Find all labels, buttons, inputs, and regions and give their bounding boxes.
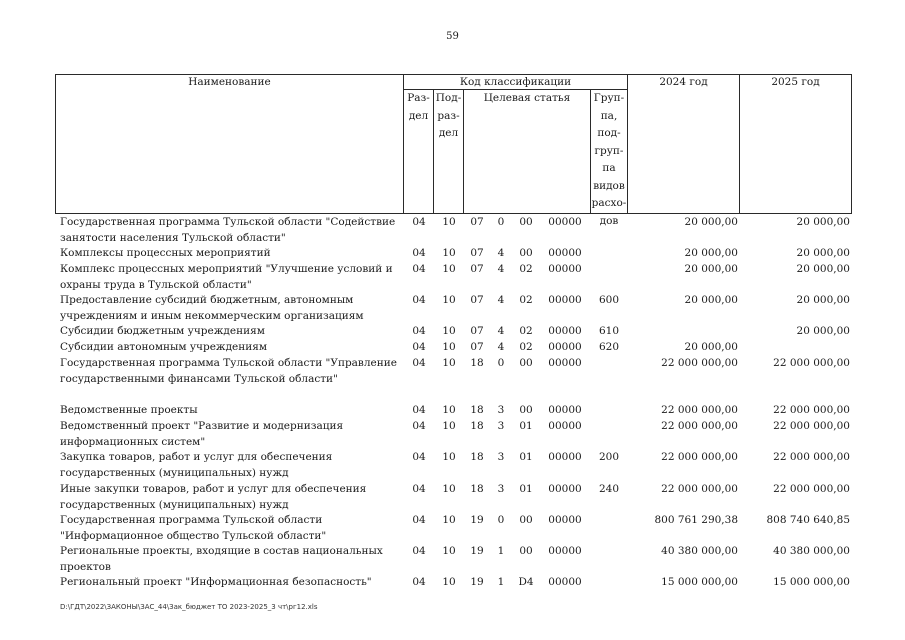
row-name: [60, 482, 400, 513]
row-name: [60, 419, 400, 450]
cell-podrazdel: 10: [442, 341, 456, 353]
cell-t1: 18: [470, 483, 484, 495]
cell-2025: 20 000,00: [796, 325, 850, 337]
row-name: [60, 324, 400, 340]
cell-podrazdel: 10: [442, 514, 456, 526]
header-razdel: Раз- дел: [407, 92, 430, 122]
row-name-line: проектов: [60, 560, 111, 573]
cell-t4: 00000: [548, 216, 582, 228]
cell-podrazdel: 10: [442, 545, 456, 557]
row-name-line: Государственная программа Тульской области: [60, 514, 323, 526]
cell-t1: 07: [470, 341, 484, 353]
cell-t4: 00000: [548, 357, 582, 369]
cell-t4: 00000: [548, 404, 582, 416]
cell-t3: 00: [519, 404, 533, 416]
cell-2024: 20 000,00: [684, 263, 738, 275]
cell-t3: 02: [519, 325, 533, 337]
cell-podrazdel: 10: [442, 325, 456, 337]
cell-t2: 1: [497, 545, 505, 557]
cell-podrazdel: 10: [442, 263, 456, 275]
row-name: [60, 262, 400, 293]
header-year-2024: 2024 год: [659, 76, 708, 88]
cell-t1: 18: [470, 357, 484, 369]
row-name: [60, 340, 400, 356]
cell-t4: 00000: [548, 514, 582, 526]
cell-grp: 240: [598, 483, 620, 495]
row-name-line: Закупка товаров, работ и услуг для обеспечения: [60, 451, 333, 463]
cell-2024: 22 000 000,00: [661, 404, 738, 416]
cell-razdel: 04: [412, 341, 426, 353]
row-name: [60, 513, 400, 544]
cell-2024: 22 000 000,00: [661, 451, 738, 463]
cell-t3: 01: [519, 451, 533, 463]
cell-t2: 4: [497, 263, 505, 275]
cell-2024: 40 380 000,00: [661, 545, 738, 557]
cell-razdel: 04: [412, 576, 426, 588]
cell-t4: 00000: [548, 341, 582, 353]
cell-t4: 00000: [548, 420, 582, 432]
row-name-line: государственными финансами Тульской области": [60, 372, 338, 385]
cell-2025: 22 000 000,00: [773, 404, 850, 416]
page-number: 59: [446, 31, 459, 42]
cell-t3: D4: [518, 576, 534, 588]
cell-2024: 20 000,00: [684, 247, 738, 259]
cell-t1: 07: [470, 247, 484, 259]
cell-t3: 02: [519, 341, 533, 353]
cell-2025: 22 000 000,00: [773, 420, 850, 432]
cell-razdel: 04: [412, 357, 426, 369]
cell-podrazdel: 10: [442, 483, 456, 495]
cell-2024: 20 000,00: [684, 341, 738, 353]
cell-t3: 00: [519, 247, 533, 259]
cell-2025: 20 000,00: [796, 216, 850, 228]
row-name-line: Субсидии бюджетным учреждениям: [60, 325, 265, 337]
cell-t4: 00000: [548, 263, 582, 275]
cell-t1: 19: [470, 514, 484, 526]
cell-2024: 20 000,00: [684, 216, 738, 228]
row-name: [60, 293, 400, 324]
header-podrazdel: Под- раз- дел: [435, 92, 462, 139]
cell-2024: 800 761 290,38: [654, 514, 738, 526]
cell-t4: 00000: [548, 247, 582, 259]
row-name: [60, 544, 400, 575]
cell-grp: 620: [598, 341, 620, 353]
row-name: [60, 403, 400, 419]
cell-t1: 18: [470, 420, 484, 432]
row-name-line: Ведомственный проект "Развитие и модернизация: [60, 420, 344, 432]
row-name: [60, 246, 400, 262]
cell-t2: 3: [497, 404, 505, 416]
cell-t4: 00000: [548, 325, 582, 337]
row-name-line: Субсидии автономным учреждениям: [60, 341, 268, 353]
cell-t1: 19: [470, 576, 484, 588]
row-name-line: информационных систем": [60, 435, 206, 448]
cell-2024: 22 000 000,00: [661, 357, 738, 369]
cell-t3: 00: [519, 216, 533, 228]
cell-2025: 20 000,00: [796, 294, 850, 306]
cell-podrazdel: 10: [442, 576, 456, 588]
cell-t4: 00000: [548, 576, 582, 588]
header-year-2025: 2025 год: [771, 76, 820, 88]
cell-t1: 07: [470, 216, 484, 228]
cell-t1: 07: [470, 294, 484, 306]
cell-razdel: 04: [412, 545, 426, 557]
cell-t3: 01: [519, 483, 533, 495]
cell-podrazdel: 10: [442, 451, 456, 463]
cell-grp: 610: [598, 325, 620, 337]
cell-t3: 00: [519, 514, 533, 526]
cell-t2: 1: [497, 576, 505, 588]
cell-t4: 00000: [548, 545, 582, 557]
cell-t3: 02: [519, 294, 533, 306]
cell-2024: 22 000 000,00: [661, 483, 738, 495]
cell-t2: 4: [497, 294, 505, 306]
cell-grp: 600: [598, 294, 620, 306]
row-name: [60, 356, 400, 387]
cell-t4: 00000: [548, 483, 582, 495]
cell-2025: 15 000 000,00: [773, 576, 850, 588]
cell-grp: 200: [598, 451, 620, 463]
row-name-line: охраны труда в Тульской области": [60, 278, 252, 291]
cell-razdel: 04: [412, 216, 426, 228]
cell-2025: 20 000,00: [796, 263, 850, 275]
cell-t2: 0: [497, 216, 505, 228]
cell-2024: 15 000 000,00: [661, 576, 738, 588]
cell-t3: 01: [519, 420, 533, 432]
row-name: [60, 215, 400, 246]
row-name-line: Иные закупки товаров, работ и услуг для обеспечения: [60, 483, 367, 495]
cell-razdel: 04: [412, 404, 426, 416]
cell-t1: 18: [470, 404, 484, 416]
cell-razdel: 04: [412, 420, 426, 432]
cell-t2: 0: [497, 514, 505, 526]
row-name-line: Комплекс процессных мероприятий "Улучшение условий и: [60, 263, 393, 275]
cell-t1: 07: [470, 325, 484, 337]
row-name-line: Предоставление субсидий бюджетным, автономным: [60, 294, 354, 306]
row-name: [60, 450, 400, 481]
cell-t2: 4: [497, 341, 505, 353]
cell-razdel: 04: [412, 451, 426, 463]
row-name-line: занятости населения Тульской области": [60, 231, 286, 244]
cell-podrazdel: 10: [442, 404, 456, 416]
cell-razdel: 04: [412, 247, 426, 259]
header-code-group: Код классификации: [459, 76, 572, 88]
cell-podrazdel: 10: [442, 247, 456, 259]
cell-t2: 4: [497, 325, 505, 337]
row-name-line: Государственная программа Тульской области "Управление: [60, 357, 397, 369]
row-name-line: Региональный проект "Информационная безопасность": [60, 576, 372, 588]
cell-t1: 18: [470, 451, 484, 463]
cell-2025: 22 000 000,00: [773, 357, 850, 369]
cell-t2: 3: [497, 451, 505, 463]
row-name-line: "Информационное общество Тульской области": [60, 529, 327, 542]
cell-t4: 00000: [548, 451, 582, 463]
cell-2025: 808 740 640,85: [766, 514, 850, 526]
cell-t2: 3: [497, 420, 505, 432]
row-name-line: государственных (муниципальных) нужд: [60, 498, 289, 511]
footer-file-path: D:\ГДТ\2022\ЗАКОНЫ\ЗАС_44\Зак_бюджет ТО 2023-2025_3 чт\рг12.xls: [60, 603, 318, 611]
cell-t1: 19: [470, 545, 484, 557]
cell-t2: 0: [497, 357, 505, 369]
cell-t1: 07: [470, 263, 484, 275]
cell-t3: 00: [519, 357, 533, 369]
cell-podrazdel: 10: [442, 216, 456, 228]
row-name-line: Региональные проекты, входящие в состав национальных: [60, 545, 383, 557]
cell-razdel: 04: [412, 325, 426, 337]
row-name-line: государственных (муниципальных) нужд: [60, 466, 289, 479]
header-group: Груп- па, под- груп- па видов расхо- дов: [591, 92, 627, 227]
cell-t3: 02: [519, 263, 533, 275]
row-name-line: Государственная программа Тульской области "Содействие: [60, 216, 396, 228]
cell-2024: 22 000 000,00: [661, 420, 738, 432]
header-name: Наименование: [188, 76, 271, 88]
cell-razdel: 04: [412, 263, 426, 275]
cell-razdel: 04: [412, 514, 426, 526]
cell-podrazdel: 10: [442, 420, 456, 432]
cell-2025: 20 000,00: [796, 247, 850, 259]
cell-t4: 00000: [548, 294, 582, 306]
cell-t2: 4: [497, 247, 505, 259]
row-name: [60, 575, 400, 591]
cell-2025: 22 000 000,00: [773, 451, 850, 463]
cell-t3: 00: [519, 545, 533, 557]
cell-razdel: 04: [412, 294, 426, 306]
header-target: Целевая статья: [483, 92, 571, 104]
row-name-line: учреждениям и иным некоммерческим организациям: [60, 309, 364, 322]
cell-2025: 40 380 000,00: [773, 545, 850, 557]
row-name-line: Ведомственные проекты: [60, 404, 198, 416]
row-name-line: Комплексы процессных мероприятий: [60, 247, 271, 259]
cell-razdel: 04: [412, 483, 426, 495]
cell-podrazdel: 10: [442, 294, 456, 306]
cell-2024: 20 000,00: [684, 294, 738, 306]
cell-podrazdel: 10: [442, 357, 456, 369]
cell-2025: 22 000 000,00: [773, 483, 850, 495]
cell-t2: 3: [497, 483, 505, 495]
